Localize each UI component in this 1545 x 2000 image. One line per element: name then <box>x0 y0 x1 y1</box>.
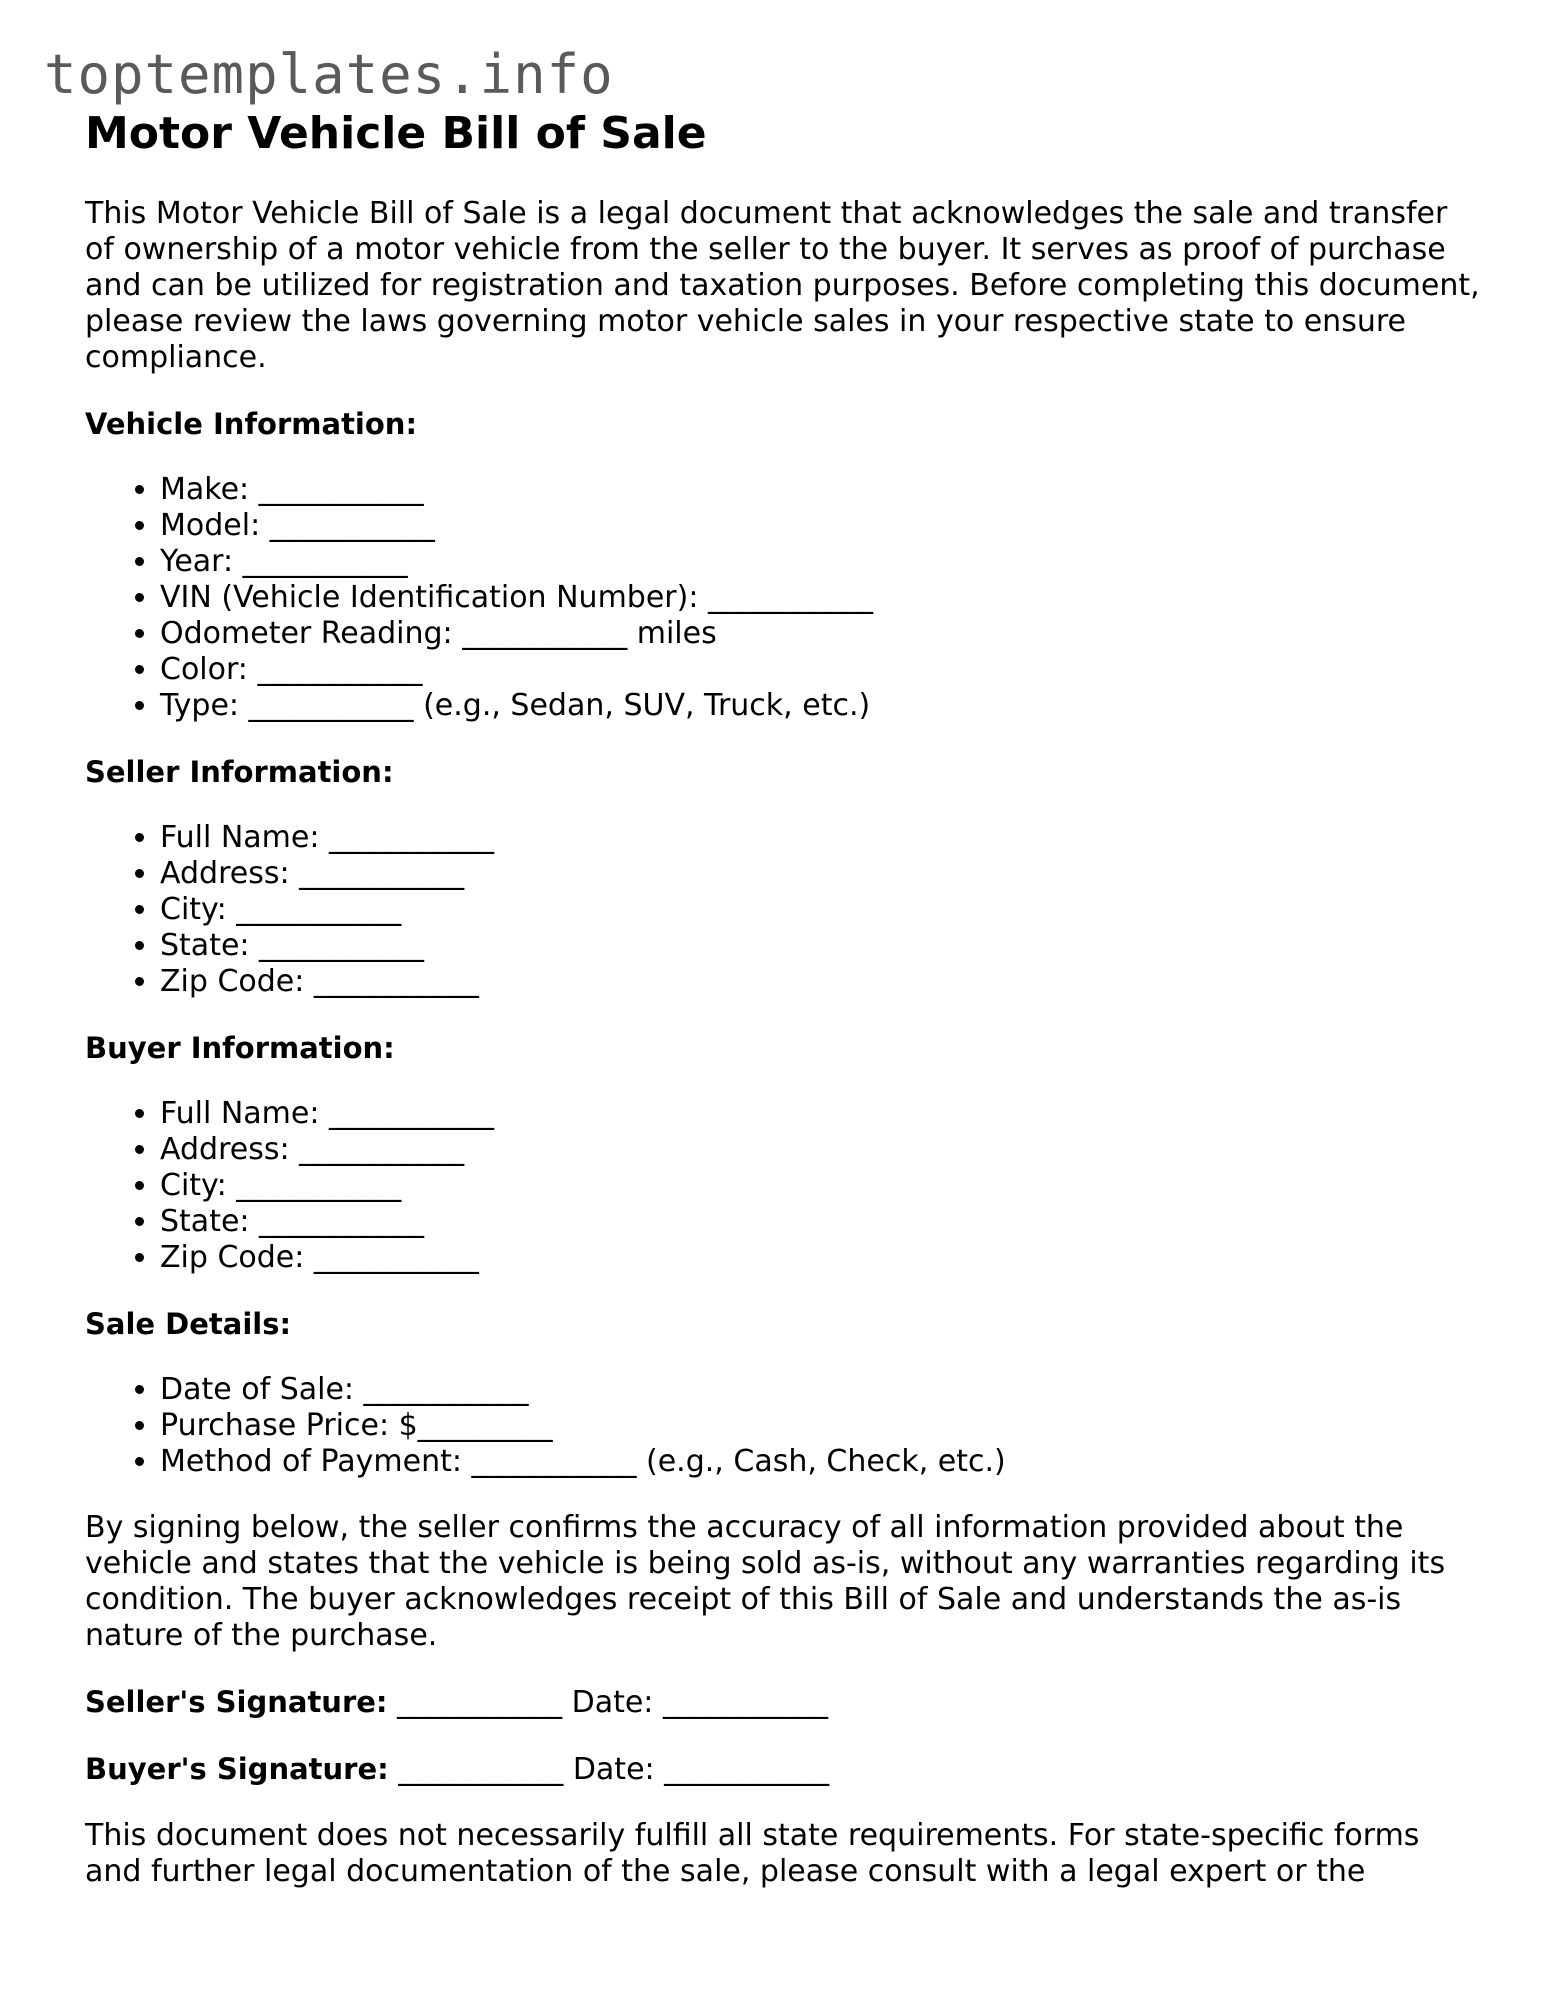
buyer-list <box>85 1096 1485 1276</box>
list-item: • Full Name: ___________ <box>160 1096 1485 1132</box>
list-item: • Purchase Price: $_________ <box>160 1408 1485 1444</box>
seller-heading: Seller Information: <box>85 755 394 789</box>
list-item: • Method of Payment: ___________ (e.g., Cash, Check, etc.) <box>160 1444 1485 1480</box>
list-item: • Make: ___________ <box>160 472 1485 508</box>
list-item: • Date of Sale: ___________ <box>160 1372 1485 1408</box>
list-item: • State: ___________ <box>160 928 1485 964</box>
list-item: • Address: ___________ <box>160 856 1485 892</box>
sale-list <box>85 1372 1485 1480</box>
list-item: • Type: ___________ (e.g., Sedan, SUV, Truck, etc.) <box>160 688 1485 724</box>
list-item: • Year: ___________ <box>160 544 1485 580</box>
list-item: • State: ___________ <box>160 1204 1485 1240</box>
seller-signature-label: Seller's Signature: <box>85 1685 388 1719</box>
list-item: • Zip Code: ___________ <box>160 1240 1485 1276</box>
sale-heading: Sale Details: <box>85 1307 292 1341</box>
buyer-signature-fields: ___________ Date: ___________ <box>388 1752 830 1787</box>
list-item: • City: ___________ <box>160 892 1485 928</box>
list-item: • Color: ___________ <box>160 652 1485 688</box>
watermark: toptemplates.info <box>44 43 614 106</box>
list-item: • Model: ___________ <box>160 508 1485 544</box>
footer-paragraph: This document does not necessarily fulfill all state requirements. For state-specific forms and further legal documentation of the sale, please consult with a legal expert or the <box>85 1818 1420 1889</box>
vehicle-list <box>85 472 1485 724</box>
vehicle-heading: Vehicle Information: <box>85 407 418 441</box>
statement-paragraph: By signing below, the seller confirms the accuracy of all information provided about the vehicle and states that the vehicle is being sold as-is, without any warranties regarding its condition. The buyer acknowledges receipt of this Bill of Sale and understands the as-is nature of the purchase. <box>85 1510 1446 1653</box>
buyer-heading: Buyer Information: <box>85 1031 395 1065</box>
list-item: • Odometer Reading: ___________ miles <box>160 616 1485 652</box>
list-item: • Address: ___________ <box>160 1132 1485 1168</box>
list-item: • VIN (Vehicle Identification Number): ___________ <box>160 580 1485 616</box>
intro-paragraph: This Motor Vehicle Bill of Sale is a legal document that acknowledges the sale and transfer of ownership of a motor vehicle from the seller to the buyer. It serves as proof of purchase and can be utilized for registration and taxation purposes. Before completing this document, please review the laws governing motor vehicle sales in your respective state to ensure compliance. <box>85 196 1480 375</box>
seller-list <box>85 820 1485 1000</box>
buyer-signature-line <box>85 1751 1485 1788</box>
seller-signature-line <box>85 1684 1485 1721</box>
list-item: • Zip Code: ___________ <box>160 964 1485 1000</box>
document-body <box>85 104 1485 1890</box>
buyer-signature-label: Buyer's Signature: <box>85 1752 389 1786</box>
seller-signature-fields: ___________ Date: ___________ <box>387 1685 828 1720</box>
list-item: • City: ___________ <box>160 1168 1485 1204</box>
page-title: Motor Vehicle Bill of Sale <box>85 108 707 159</box>
list-item: • Full Name: ___________ <box>160 820 1485 856</box>
